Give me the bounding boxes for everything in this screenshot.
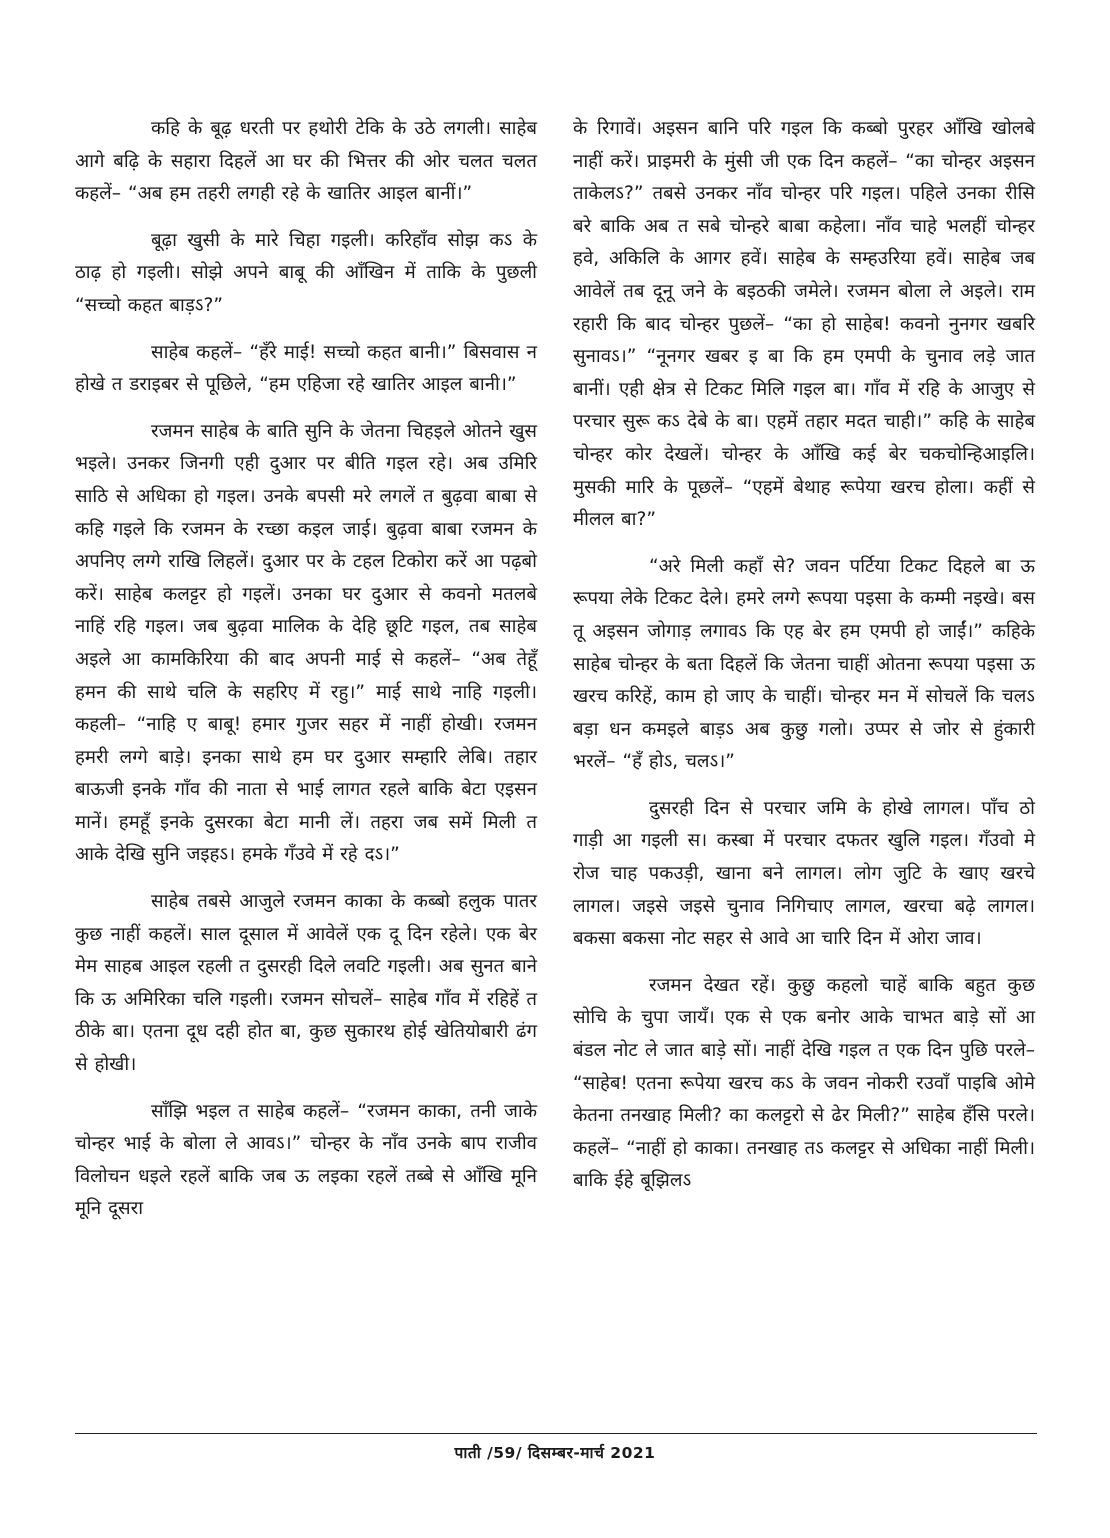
left-column (75, 113, 537, 1240)
footer-divider (75, 1433, 1037, 1434)
paragraph-continued: के रिगावें। अइसन बानि परि गइल कि कब्बो पुरहर आँखि खोलबे नाहीं करें। प्राइमरी के मुंसी जी एक दिन कहलें– “का चोन्हर अइसन ताकेलऽ?” तबसे उनकर नाँव चोन्हर परि गइल। पहिले उनका रीसि बरे बाकि अब त सबे चोन्हरे बाबा कहेला। नाँव चाहे भलहीं चोन्हर हवे, अकिलि के आगर हवें। साहेब के सम्हउरिया हवें। साहेब जब आवेलें तब दूनू जने के बइठकी जमेले। रजमन बोला ले अइले। राम रहारी कि बाद चोन्हर पुछलें– “का हो साहेब! कवनो नुनगर खबरि सुनावऽ।” “नूनगर खबर इ बा कि हम एमपी के चुनाव लड़े जात बानीं। एही क्षेत्र से टिकट मिलि गइल बा। गाँव में रहि के आजुए से परचार सुरू कऽ देबे के बा। एहमें तहार मदत चाही।” कहि के साहेब चोन्हर कोर देखलें। चोन्हर के आँखि कई बेर चकचोन्हिआइलि। मुसकी मारि के पूछलें– “एहमें बेथाह रूपेया खरच होला। कहीं से मीलल बा?” (573, 118, 1035, 531)
page-footer: पाती /59/ दिसम्बर-मार्च 2021 (454, 1444, 656, 1462)
paragraph-7: “अरे मिली कहाँ से? जवन पर्टिया टिकट दिहले बा ऊ रूपया लेके टिकट देले। हमरे लग्गे रूपया पइसा के कम्मी नइखे। बस तू अइसन जोगाड़ लगावऽ कि एह बेर हम एमपी हो जाईं।” कहिके साहेब चोन्हर के बता दिहलें कि जेतना चाहीं ओतना रूपया पइसा ऊ खरच करिहें, काम हो जाए के चाहीं। चोन्हर मन में सोचलें कि चलऽ बड़ा धन कमइले बाड़ऽ अब कुछु गलो। उप्पर से जोर से हुंकारी भरलें– “हँ होऽ, चलऽ।” (573, 555, 1035, 773)
paragraph-9: रजमन देखत रहें। कुछु कहलो चाहें बाकि बहुत कुछ सोचि के चुपा जायँ। एक से एक बनोर आके चाभत बाड़े सों आ बंडल नोट ले जात बाड़े सों। नाहीं देखि गइल त एक दिन पुछि परले– “साहेब! एतना रूपेया खरच कऽ के जवन नोकरी रउवाँ पाइबि ओमे केतना तनखाह मिली? का कलट्टरो से ढेर मिली?” साहेब हँसि परले। कहलें– “नाहीं हो काका। तनखाह तऽ कलट्टर से अधिका नाहीं मिली। बाकि ईहे बूझिलऽ (573, 974, 1035, 1192)
right-column (573, 113, 1035, 1212)
paragraph-8: दुसरही दिन से परचार जमि के होखे लागल। पाँच ठो गाड़ी आ गइली स। कस्बा में परचार दफतर खुलि गइल। गँउवो मे रोज चाह पकउड़ी, खाना बने लागल। लोग जुटि के खाए खरचे लागल। जइसे जइसे चुनाव निगिचाए लागल, खरचा बढ़े लागल। बकसा बकसा नोट सहर से आवे आ चारि दिन में ओरा जाव। (573, 797, 1035, 950)
paragraph-1: कहि के बूढ़ धरती पर हथोरी टेकि के उठे लगली। साहेब आगे बढ़ि के सहारा दिहलें आ घर की भित्तर की ओर चलत चलत कहलें– “अब हम तहरी लगही रहे के खातिर आइल बानीं।” (75, 118, 537, 205)
paragraph-4: रजमन साहेब के बाति सुनि के जेतना चिहइले ओतने खुस भइले। उनकर जिनगी एही दुआर पर बीति गइल रहे। अब उमिरि साठि से अधिका हो गइल। उनके बपसी मरे लगलें त बुढ़वा बाबा से कहि गइले कि रजमन के रच्छा कइल जाई। बुढ़वा बाबा रजमन के अपनिए लग्गे राखि लिहलें। दुआर पर के टहल टिकोरा करें आ पढ़बो करें। साहेब कलट्टर हो गइलें। उनका घर दुआर से कवनो मतलबे नाहिं रहि गइल। जब बुढ़वा मालिक के देहि छूटि गइल, तब साहेब अइले आ कामकिरिया की बाद अपनी माई से कहलें– “अब तेहूँ हमन की साथे चलि के सहरिए में रहु।” माई साथे नाहि गइली। कहली– “नाहि ए बाबू! हमार गुजर सहर में नाहीं होखी। रजमन हमरी लग्गे बाड़े। इनका साथे हम घर दुआर सम्हारि लेबि। तहार बाऊजी इनके गाँव की नाता से भाई लागत रहले बाकि बेटा एइसन मानें। हमहूँ इनके दुसरका बेटा मानी लें। तहरा जब समें मिली त आके देखि सुनि जइहऽ। हमके गँउवे में रहे दऽ।” (75, 420, 537, 866)
paragraph-5: साहेब तबसे आजुले रजमन काका के कब्बो हलुक पातर कुछ नाहीं कहलें। साल दूसाल में आवेलें एक दू दिन रहेले। एक बेर मेम साहब आइल रहली त दुसरही दिले लवटि गइली। अब सुनत बाने कि ऊ अमिरिका चलि गइली। रजमन सोचलें– साहेब गाँव में रहिहें त ठीके बा। एतना दूध दही होत बा, कुछ सुकारथ होई खेतियोबारी ढंग से होखी। (75, 891, 537, 1076)
paragraph-3: साहेब कहलें– “हँरे माई! सच्चो कहत बानी।” बिसवास न होखे त डराइबर से पूछिले, “हम एहिजा रहे खातिर आइल बानी।” (75, 341, 537, 396)
paragraph-6: साँझि भइल त साहेब कहलें– “रजमन काका, तनी जाके चोन्हर भाई के बोला ले आवऽ।” चोन्हर के नाँव उनके बाप राजीव विलोचन धइले रहलें बाकि जब ऊ लइका रहलें तब्बे से आँखि मूनि मूनि दूसरा (75, 1100, 537, 1220)
paragraph-2: बूढ़ा खुसी के मारे चिहा गइली। करिहाँव सोझ कऽ के ठाढ़ हो गइली। सोझे अपने बाबू की आँखिन में ताकि के पुछली “सच्चो कहत बाड़ऽ?” (75, 229, 537, 316)
